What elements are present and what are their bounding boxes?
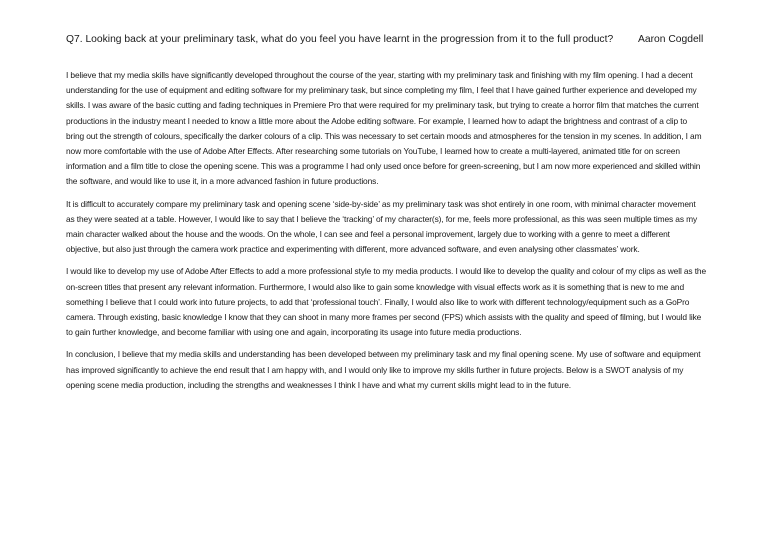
paragraph-skills-development: I believe that my media skills have significantly developed throughout the course of the year, starting with my preliminary task and finishing with my film opening. I had a decent understanding for the use of equipment and editing software for my preliminary task, but since completing my film, I feel that I have gained further experience and developed my skills. I was aware of the basic cutting and fading techniques in Premiere Pro that were required for my preliminary task, but trying to create a horror film that matches the current productions in the industry meant I needed to know a little more about the Adobe editing software. For example, I learned how to adapt the brightness and contrast of a clip to bring out the strength of colours, specifically the darker colours of a clip. This was necessary to set certain moods and atmospheres for the tension in my scenes. In addition, I am now more comfortable with the use of Adobe After Effects. After researching some tutorials on YouTube, I learned how to create a multi-layered, animated title for on screen information and a film title to close the opening scene. This was a programme I had only used once before for green-screening, but I am now more experienced and skilled within the software, and would like to use it, in a more advanced fashion in future productions.: [66, 70, 702, 187]
paragraph-conclusion: In conclusion, I believe that my media skills and understanding has been developed between my preliminary task and my final opening scene. My use of software and equipment has improved significantly to achieve the end result that I am happy with, and I would only like to improve my skills further in future projects. Below is a SWOT analysis of my opening scene media production, including the strengths and weaknesses I think I have and what my current skills might lead to in the future.: [66, 349, 701, 390]
paragraph-future-development: I would like to develop my use of Adobe After Effects to add a more professional style to my media products. I would like to develop the quality and colour of my clips as well as the on-screen titles that present any relevant information. Furthermore, I would also like to gain some knowledge with visual effects work as it is something that is new to me and something I believe that I could work into future projects, to add that ‘professional touch’. Finally, I would also like to work with different technology/equipment such as a GoPro camera. Through existing, basic knowledge I know that they can shoot in many more frames per second (FPS) which assists with the quality and speed of filming, but I would like to gain further knowledge, and become familiar with using one and again, incorporating its usage into future media productions.: [66, 266, 706, 338]
author-name: Aaron Cogdell: [638, 34, 704, 45]
document-body: [66, 68, 706, 400]
question-heading: Q7. Looking back at your preliminary task, what do you feel you have learnt in the progression from it to the full product?: [66, 34, 614, 45]
paragraph-comparison: It is difficult to accurately compare my preliminary task and opening scene ‘side-by-side’ as my preliminary task was shot entirely in one room, with minimal character movement as they were seated at a table. However, I would like to say that I believe the ‘tracking’ of my character(s), for me, feels more professional, as this was seen multiple times as my main character walked about the house and the woods. On the whole, I can see and feel a personal improvement, largely due to working with a genre to meet a different objective, but also just through the camera work practice and experimenting with different, more advanced software, and even analysing other classmates’ work.: [66, 198, 698, 255]
